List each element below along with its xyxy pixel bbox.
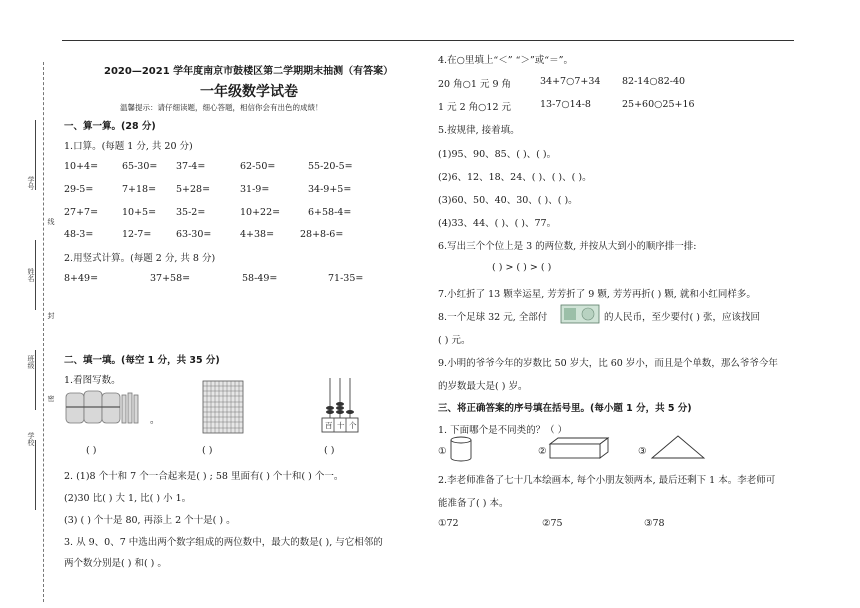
- binding-line: [43, 62, 44, 602]
- q5-2: (2)6、12、18、24、( )、( )、( )。: [438, 172, 592, 183]
- section3-heading: 三、将正确答案的序号填在括号里。(每小题 1 分，共 5 分): [438, 403, 692, 414]
- s3-q2-answer: 能准备了( ) 本。: [438, 498, 509, 509]
- section2-heading: 二、填一填。(每空 1 分，共 35 分): [64, 355, 220, 366]
- cmp-item: 34+7○7+34: [540, 76, 601, 87]
- stick-bundles-image: [64, 387, 148, 427]
- margin-label-seal: 封: [47, 312, 55, 319]
- q1-oral: 1.口算。(每题 1 分, 共 20 分): [64, 141, 193, 152]
- q-look-write: 1.看图写数。: [64, 375, 121, 386]
- cylinder-icon: [450, 436, 472, 462]
- blank-1: ( ): [86, 445, 97, 456]
- vertical-item: 71-35=: [328, 273, 364, 284]
- oral-item: 55-20-5=: [308, 161, 353, 172]
- q5-pattern: 5.按规律, 接着填。: [438, 125, 520, 136]
- oral-item: 35-2=: [176, 207, 206, 218]
- oral-item: 31-9=: [240, 184, 270, 195]
- school-underline: [35, 440, 36, 510]
- option-2-label: ②: [538, 446, 547, 457]
- vertical-item: 37+58=: [150, 273, 191, 284]
- oral-item: 10+22=: [240, 207, 281, 218]
- q4-compare: 4.在○里填上“＜” “＞”或“＝”。: [438, 55, 574, 66]
- margin-label-line: 线: [47, 218, 55, 225]
- q2-part2: (2)30 比( ) 大 1, 比( ) 小 1。: [64, 493, 192, 504]
- oral-item: 7+18=: [122, 184, 157, 195]
- oral-item: 10+4=: [64, 161, 99, 172]
- exam-title: 2020—2021 学年度南京市鼓楼区第二学期期末抽测（有答案）: [104, 66, 394, 77]
- q8-text-c: ( ) 元。: [438, 335, 471, 346]
- q9-answer: 的岁数最大是( ) 岁。: [438, 381, 528, 392]
- top-rule: [62, 40, 794, 41]
- oral-item: 6+58-4=: [308, 207, 352, 218]
- option-3-label: ③: [638, 446, 647, 457]
- hundred-grid-image: [202, 380, 244, 434]
- option-1-label: ①: [438, 446, 447, 457]
- tip-text: 温馨提示：请仔细读题，细心答题，相信你会有出色的成绩！: [120, 103, 323, 112]
- margin-label-id: 学号: [27, 176, 35, 190]
- q8-text-b: 的人民币，至少要付( ) 张，应该找回: [604, 312, 760, 323]
- blank-3: ( ): [324, 445, 335, 456]
- q5-3: (3)60、50、40、30、( )、( )。: [438, 195, 578, 206]
- oral-item: 62-50=: [240, 161, 276, 172]
- cmp-item: 20 角○1 元 9 角: [438, 79, 512, 90]
- section1-heading: 一、算一算。(28 分): [64, 121, 156, 132]
- margin-label-name: 姓名: [27, 268, 35, 282]
- abacus-ones: 个: [349, 421, 357, 430]
- oral-item: 5+28=: [176, 184, 211, 195]
- q3-neighbors: 两个数分别是( ) 和( ) 。: [64, 558, 167, 569]
- margin-label-secret: 密: [47, 395, 55, 402]
- q8-text-a: 8.一个足球 32 元, 全部付: [438, 312, 548, 323]
- q6-three-numbers: 6.写出三个个位上是 3 的两位数, 并按从大到小的顺序排一排:: [438, 241, 697, 252]
- q2-part3: (3) ( ) 个十是 80, 再添上 2 个十是( ) 。: [64, 515, 236, 526]
- banknote-image: [560, 304, 600, 324]
- q9-grandpa-age: 9.小明的爷爷今年的岁数比 50 岁大，比 60 岁小，而且是个单数，那么爷爷今年: [438, 358, 778, 369]
- margin-label-class: 班级: [27, 355, 35, 369]
- q5-1: (1)95、90、85、( )、( )。: [438, 149, 557, 160]
- q5-4: (4)33、44、( )、( )、77。: [438, 218, 557, 229]
- s3-q1: 1. 下面哪个是不同类的？（ ）: [438, 425, 568, 436]
- q2-vertical: 2.用竖式计算。(每题 2 分, 共 8 分): [64, 253, 216, 264]
- oral-item: 12-7=: [122, 229, 152, 240]
- exam-subtitle: 一年级数学试卷: [200, 84, 298, 100]
- oral-item: 48-3=: [64, 229, 94, 240]
- s3-q2: 2.李老师准备了七十几本绘画本, 每个小朋友领两本, 最后还剩下 1 本。李老师可: [438, 475, 776, 486]
- choice-3: ③78: [644, 518, 665, 529]
- q3-digits: 3. 从 9、0、7 中选出两个数字组成的两位数中，最大的数是( ), 与它相邻的: [64, 537, 383, 548]
- oral-item: 4+38=: [240, 229, 275, 240]
- abacus-hundreds: 百: [325, 421, 333, 430]
- oral-item: 28+8-6=: [300, 229, 344, 240]
- cuboid-icon: [548, 436, 610, 460]
- cmp-item: 13-7○14-8: [540, 99, 591, 110]
- oral-item: 27+7=: [64, 207, 99, 218]
- vertical-item: 58-49=: [242, 273, 278, 284]
- stray-dot: 。: [150, 415, 160, 426]
- oral-item: 34-9+5=: [308, 184, 352, 195]
- oral-item: 65-30=: [122, 161, 158, 172]
- oral-item: 63-30=: [176, 229, 212, 240]
- choice-2: ②75: [542, 518, 563, 529]
- abacus-tens: 十: [337, 421, 345, 430]
- blank-2: ( ): [202, 445, 213, 456]
- oral-item: 29-5=: [64, 184, 94, 195]
- oral-item: 10+5=: [122, 207, 157, 218]
- cmp-item: 25+60○25+16: [622, 99, 695, 110]
- triangle-icon: [650, 434, 706, 460]
- q2-tens-ones: 2. (1)8 个十和 7 个一合起来是( ) ; 58 里面有( ) 个十和( ) 个一。: [64, 471, 344, 482]
- vertical-item: 8+49=: [64, 273, 99, 284]
- cmp-item: 82-14○82-40: [622, 76, 686, 87]
- oral-item: 37-4=: [176, 161, 206, 172]
- cmp-item: 1 元 2 角○12 元: [438, 102, 512, 113]
- q6-blanks: ( ) > ( ) > ( ): [492, 262, 552, 273]
- margin-label-school: 学校: [27, 432, 35, 446]
- q7-stars: 7.小红折了 13 颗幸运星, 芳芳折了 9 颗, 芳芳再折( ) 颗, 就和小红同样多。: [438, 289, 756, 300]
- choice-1: ①72: [438, 518, 459, 529]
